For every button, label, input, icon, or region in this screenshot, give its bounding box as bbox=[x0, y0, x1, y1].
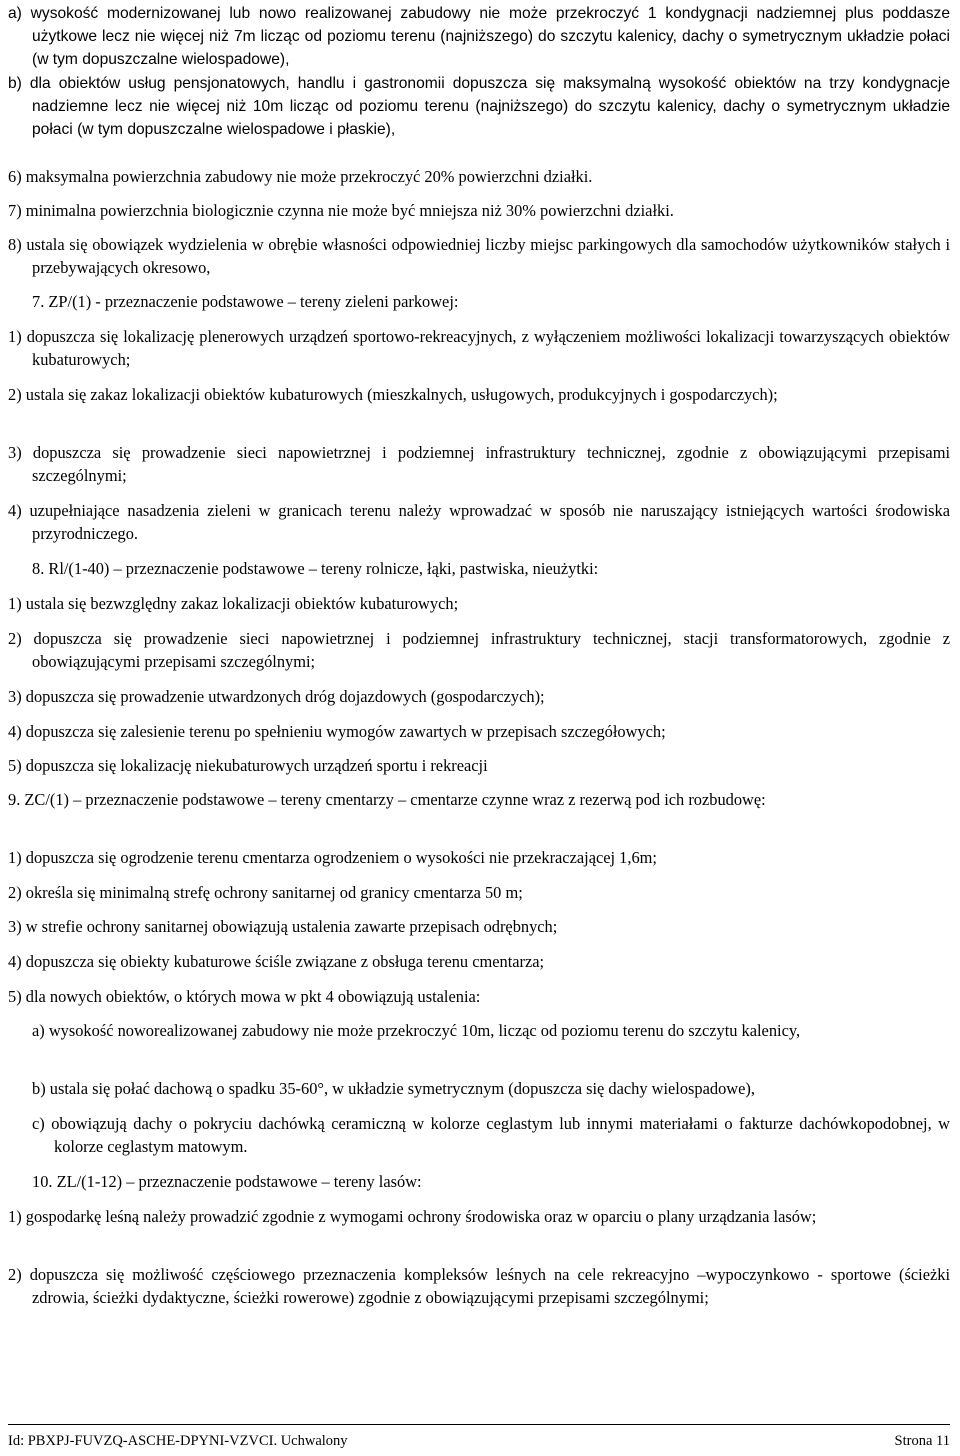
rl-item-2: 2) dopuszcza się prowadzenie sieci napowietrznej i podziemnej infrastruktury technicznej, stacji transformatorowych, zgodnie z obowiązującymi przepisami szczególnymi; bbox=[8, 629, 950, 671]
section-9-heading: 9. ZC/(1) – przeznaczenie podstawowe – tereny cmentarzy – cmentarze czynne wraz z rezerwą pod ich rozbudowę: bbox=[8, 790, 766, 809]
zp-item-3: 3) dopuszcza się prowadzenie sieci napowietrznej i podziemnej infrastruktury technicznej, zgodnie z obowiązującymi przepisami szczególnymi; bbox=[8, 443, 950, 485]
zl-item-1: 1) gospodarkę leśną należy prowadzić zgodnie z wymogami ochrony środowiska oraz w oparciu o plany urządzania lasów; bbox=[8, 1207, 817, 1226]
page-number: Strona 11 bbox=[894, 1433, 950, 1449]
section-7-heading: 7. ZP/(1) - przeznaczenie podstawowe – tereny zieleni parkowej: bbox=[32, 292, 459, 311]
rl-item-1: 1) ustala się bezwzględny zakaz lokalizacji obiektów kubaturowych; bbox=[8, 594, 459, 613]
zc-sub-b: b) ustala się połać dachową o spadku 35-60°, w układzie symetrycznym (dopuszcza się dachy wielospadowe), bbox=[32, 1079, 755, 1098]
document-id: Id: PBXPJ-FUVZQ-ASCHE-DPYNI-VZVCI. Uchwalony bbox=[8, 1433, 348, 1449]
zc-item-3: 3) w strefie ochrony sanitarnej obowiązują ustalenia zawarte przepisach odrębnych; bbox=[8, 917, 558, 936]
zc-item-5: 5) dla nowych obiektów, o których mowa w pkt 4 obowiązują ustalenia: bbox=[8, 987, 481, 1006]
footer-divider bbox=[8, 1424, 950, 1425]
section-10-heading: 10. ZL/(1-12) – przeznaczenie podstawowe – tereny lasów: bbox=[32, 1172, 422, 1191]
zc-item-1: 1) dopuszcza się ogrodzenie terenu cmentarza ogrodzeniem o wysokości nie przekraczającej 1,6m; bbox=[8, 848, 657, 867]
zl-item-2: 2) dopuszcza się możliwość częściowego przeznaczenia kompleksów leśnych na cele rekreacyjno –wypoczynkowo - sportowe (ścieżki zdrowia, ścieżki dydaktyczne, ścieżki rowerowe) zgodnie z obowiązującymi przepisami szczególnymi; bbox=[8, 1265, 950, 1307]
paragraph-b-services-height: b) dla obiektów usług pensjonatowych, handlu i gastronomii dopuszcza się maksymalną wysokość obiektów na trzy kondygnacje nadziemne lecz nie więcej niż 10m licząc od poziomu terenu (najniższego) do szczytu kalenicy, dachy o symetrycznym układzie połaci (w tym dopuszczalne wielospadowe i płaskie), bbox=[8, 75, 950, 138]
paragraph-8-parking: 8) ustala się obowiązek wydzielenia w obrębie własności odpowiedniej liczby miejsc parkingowych dla samochodów użytkowników stałych i przebywających okresowo, bbox=[8, 235, 950, 277]
zc-item-2: 2) określa się minimalną strefę ochrony sanitarnej od granicy cmentarza 50 m; bbox=[8, 883, 523, 902]
zp-item-4: 4) uzupełniające nasadzenia zieleni w granicach terenu należy wprowadzać w sposób nie naruszający istniejących wartości środowiska przyrodniczego. bbox=[8, 501, 950, 543]
rl-item-5: 5) dopuszcza się lokalizację niekubaturowych urządzeń sportu i rekreacji bbox=[8, 756, 488, 775]
zc-sub-c: c) obowiązują dachy o pokryciu dachówką ceramiczną w kolorze ceglastym lub innymi materiałami o fakturze dachówkopodobnej, w kolorze ceglastym matowym. bbox=[32, 1114, 950, 1156]
zp-item-1: 1) dopuszcza się lokalizację plenerowych urządzeń sportowo-rekreacyjnych, z wyłączeniem możliwości lokalizacji towarzyszących obiektów kubaturowych; bbox=[8, 327, 950, 369]
paragraph-7-biological-area: 7) minimalna powierzchnia biologicznie czynna nie może być mniejsza niż 30% powierzchni działki. bbox=[8, 201, 674, 220]
zc-item-4: 4) dopuszcza się obiekty kubaturowe ściśle związane z obsługa terenu cmentarza; bbox=[8, 952, 545, 971]
section-8-heading: 8. Rl/(1-40) – przeznaczenie podstawowe – tereny rolnicze, łąki, pastwiska, nieużytki: bbox=[32, 559, 599, 578]
rl-item-4: 4) dopuszcza się zalesienie terenu po spełnieniu wymogów zawartych w przepisach szczegółowych; bbox=[8, 722, 666, 741]
paragraph-a-height-limit: a) wysokość modernizowanej lub nowo realizowanej zabudowy nie może przekroczyć 1 kondygnacji nadziemnej plus poddasze użytkowe lecz nie więcej niż 7m licząc od poziomu terenu (najniższego) do szczytu kalenicy, dachy o symetrycznym układzie połaci (w tym dopuszczalne wielospadowe), bbox=[8, 5, 950, 68]
rl-item-3: 3) dopuszcza się prowadzenie utwardzonych dróg dojazdowych (gospodarczych); bbox=[8, 687, 545, 706]
zc-sub-a: a) wysokość noworealizowanej zabudowy nie może przekroczyć 10m, licząc od poziomu terenu do szczytu kalenicy, bbox=[32, 1021, 801, 1040]
zp-item-2: 2) ustala się zakaz lokalizacji obiektów kubaturowych (mieszkalnych, usługowych, produkcyjnych i gospodarczych); bbox=[8, 385, 778, 404]
page-footer bbox=[8, 1433, 950, 1450]
paragraph-6-building-area: 6) maksymalna powierzchnia zabudowy nie może przekroczyć 20% powierzchni działki. bbox=[8, 167, 593, 186]
